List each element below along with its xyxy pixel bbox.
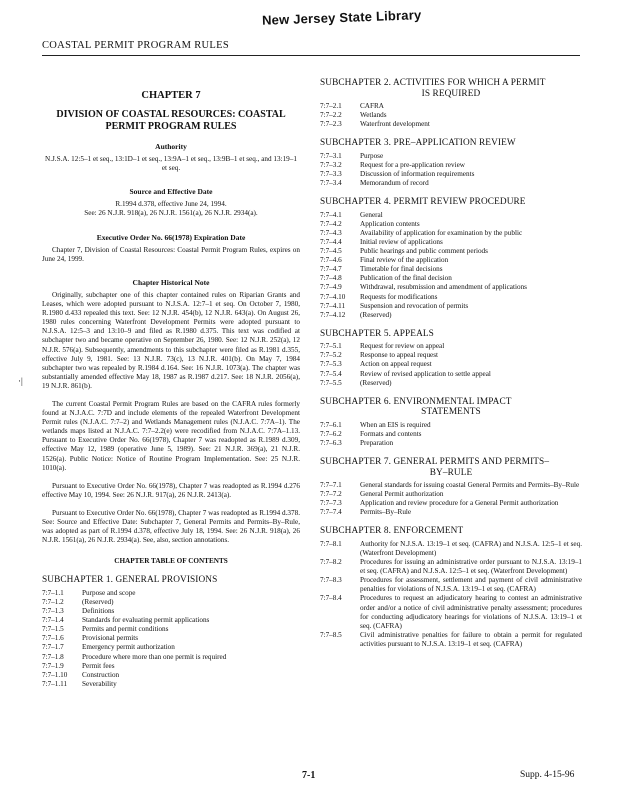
section-number: 7:7–4.11: [320, 301, 346, 310]
historical-note-heading: Chapter Historical Note: [132, 277, 210, 287]
section-title: Purpose and scope: [82, 588, 136, 597]
section-title: Suspension and revocation of permits: [360, 301, 469, 310]
subchapter-title: SUBCHAPTER 6. ENVIRONMENTAL IMPACT: [320, 396, 512, 407]
section-number: 7:7–5.2: [320, 351, 342, 360]
section-number: 7:7–3.4: [320, 179, 342, 188]
subchapter-title: SUBCHAPTER 1. GENERAL PROVISIONS: [42, 575, 218, 586]
section-entry: [320, 120, 582, 129]
section-entry: [42, 598, 300, 607]
section-number: 7:7–5.3: [320, 360, 342, 369]
section-number: 7:7–3.2: [320, 160, 342, 169]
section-number: 7:7–2.3: [320, 120, 342, 129]
subchapter-heading: [320, 329, 582, 340]
section-title: Withdrawal, resubmission and amendment of applications: [360, 283, 527, 292]
section-entry: [320, 370, 582, 379]
section-number: 7:7–3.1: [320, 151, 342, 160]
subchapter-heading: [320, 457, 582, 478]
section-entry: [320, 247, 582, 256]
section-title: Standards for evaluating permit applications: [82, 616, 210, 625]
section-entry: [320, 631, 582, 649]
subchapter-title: SUBCHAPTER 5. APPEALS: [320, 328, 434, 339]
historical-paragraph: The current Coastal Permit Program Rules are based on the CAFRA rules formerly found at N.J.A.C. 7:7D and include elements of the repealed Waterfront Development Permit rules (N.J.A.C. 7:7–2) and Wetlands Management rules (N.J.A.C. 7:7A–1). The wetlands maps listed at N.J.A.C. 7:7–2.2(e) were recodified from N.J.A.C. 7:7A–1.13. Pursuant to Executive Order No. 66(1978), Chapter 7 was readopted as R.1989 d.309, effective May 12, 1989 (operative June 5, 1989). See: 21 N.J.R. 369(a), 21 N.J.R. 1526(a). Public Notice: Notice of Routine Program Implementation. See: 25 N.J.R. 1010(a).: [42, 399, 300, 472]
section-number: 7:7–1.11: [42, 679, 68, 688]
section-entry: [320, 238, 582, 247]
subchapter-title: SUBCHAPTER 4. PERMIT REVIEW PROCEDURE: [320, 197, 526, 208]
section-title: Purpose: [360, 151, 384, 160]
section-title: Public hearings and public comment periods: [360, 247, 488, 256]
section-number: 7:7–1.8: [42, 652, 64, 661]
section-number: 7:7–1.7: [42, 643, 64, 652]
subchapter-title: SUBCHAPTER 8. ENFORCEMENT: [320, 526, 464, 537]
subchapter-heading: [320, 397, 582, 418]
section-title: Procedures for issuing an administrative order pursuant to N.J.S.A. 13:19–1 et seq. (CAFRA) and N.J.S.A. 12:5–1 et seq. (Waterfront Development): [360, 558, 582, 576]
subchapter-title-continued: IS REQUIRED: [421, 88, 481, 99]
section-number: 7:7–4.10: [320, 292, 346, 301]
section-title: Formats and contents: [360, 429, 422, 438]
section-title: When an EIS is required: [360, 420, 431, 429]
section-number: 7:7–8.1: [320, 539, 342, 548]
section-title: (Reserved): [360, 378, 392, 387]
section-title: Procedures for assessment, settlement and payment of civil administrative penalties for violations of N.J.S.A. 13:19–1 et seq. (CAFRA): [360, 576, 582, 594]
subchapter-heading: [320, 197, 582, 208]
section-title: Preparation: [360, 438, 394, 447]
section-entry: [320, 229, 582, 238]
source-line-2: See: 26 N.J.R. 918(a), 26 N.J.R. 1561(a), 26 N.J.R. 2934(a).: [84, 209, 258, 218]
section-title: Procedures to request an adjudicatory hearing to contest an administrative order and/or a notice of civil administrative penalty assessment; procedures for conducting adjudicatory hearings for violations of N.J.S.A. 13:19–1 et seq. (CAFRA): [360, 594, 582, 630]
subchapter-title: SUBCHAPTER 7. GENERAL PERMITS AND PERMITS–: [320, 457, 550, 468]
section-entry: [320, 379, 582, 388]
section-entry: [320, 421, 582, 430]
section-list: [320, 152, 582, 188]
section-title: Action on appeal request: [360, 360, 432, 369]
authority-text: N.J.S.A. 12:5–1 et seq., 13:1D–1 et seq., 13:9A–1 et seq., 13:9B–1 et seq., and 13:19–1 et seq.: [45, 155, 297, 173]
section-title: CAFRA: [360, 102, 384, 110]
section-title: Permit fees: [82, 661, 115, 670]
section-number: 7:7–7.4: [320, 508, 342, 517]
section-list: [42, 589, 300, 689]
exec-order-heading: Executive Order No. 66(1978) Expiration Date: [96, 232, 246, 242]
section-entry: [320, 302, 582, 311]
section-number: 7:7–1.9: [42, 661, 64, 670]
section-entry: [320, 311, 582, 320]
section-entry: [320, 430, 582, 439]
margin-mark: ·|: [18, 376, 23, 386]
subchapter-title-continued: BY–RULE: [429, 467, 473, 478]
historical-paragraph: Originally, subchapter one of this chapter contained rules on Riparian Grants and Leases, which were adopted pursuant to N.J.S.A. 12:7–1 et seq. On October 7, 1980, R.1980 d.433 repealed this text. See: 12 N.J.R. 454(b), 12 N.J.R. 643(a). On August 26, 1980 rules concerning Waterfront Development Permits were adopted pursuant to N.J.S.A. 12:5–3 and 13:10–9 and filed as R.1980 d.375. This text was codified at subchapter two and became operative on September 26, 1980. See: 12 N.J.R. 252(a), 12 N.J.R. 576(a). Subsequently, amendments to this subchapter were filed as R.1981 d.355, effective July 9, 1981. See: 13 N.J.R. 73(c), 13 N.J.R. 401(b). On May 7, 1984 subchapter two was repealed by R.1984 d.164. See: 16 N.J.R. 1073(a). The chapter was substantially amended effective May 18, 1987 as R.1987 d.217. See: 18 N.J.R. 2056(a), 19 N.J.R. 861(b).: [42, 290, 300, 390]
section-title: Authority for N.J.S.A. 13:19–1 et seq. (CAFRA) and N.J.S.A. 12:5–1 et seq. (Waterfront Development): [360, 539, 582, 557]
section-entry: [320, 499, 582, 508]
section-title: Waterfront development: [360, 120, 430, 129]
section-entry: [320, 558, 582, 576]
source-heading: Source and Effective Date: [129, 187, 213, 197]
section-title: Request for a pre-application review: [360, 160, 465, 169]
section-entry: [320, 256, 582, 265]
section-entry: [320, 179, 582, 188]
subchapter-heading: [320, 526, 582, 537]
section-title: Definitions: [82, 607, 115, 616]
section-title: Final review of the application: [360, 256, 449, 265]
section-title: Memorandum of record: [360, 179, 429, 188]
section-entry: [320, 161, 582, 170]
section-entry: [42, 607, 300, 616]
section-list: [320, 102, 582, 129]
section-title: Construction: [82, 670, 120, 679]
section-number: 7:7–6.3: [320, 438, 342, 447]
section-entry: [42, 643, 300, 652]
section-number: 7:7–7.2: [320, 490, 342, 499]
left-column: [42, 74, 300, 689]
section-entry: [42, 625, 300, 634]
section-list: [320, 421, 582, 448]
section-number: 7:7–4.12: [320, 310, 346, 319]
section-title: Availability of application for examination by the public: [360, 228, 523, 237]
section-list: [320, 342, 582, 387]
section-number: 7:7–6.2: [320, 429, 342, 438]
section-number: 7:7–8.3: [320, 576, 342, 585]
section-entry: [320, 576, 582, 594]
section-title: Requests for modifications: [360, 292, 438, 301]
section-title: Wetlands: [360, 111, 387, 120]
section-entry: [320, 439, 582, 448]
section-entry: [320, 540, 582, 558]
section-list: [320, 540, 582, 649]
section-title: Application contents: [360, 219, 420, 228]
section-title: Review of revised application to settle appeal: [360, 369, 491, 378]
section-entry: [320, 220, 582, 229]
section-number: 7:7–8.5: [320, 630, 342, 639]
section-entry: [320, 508, 582, 517]
section-title: (Reserved): [82, 597, 114, 606]
section-entry: [320, 490, 582, 499]
section-number: 7:7–5.4: [320, 369, 342, 378]
section-entry: [320, 481, 582, 490]
section-number: 7:7–5.5: [320, 378, 342, 387]
section-number: 7:7–1.4: [42, 616, 64, 625]
toc-heading: CHAPTER TABLE OF CONTENTS: [114, 557, 228, 566]
section-number: 7:7–1.10: [42, 670, 68, 679]
section-entry: [320, 594, 582, 630]
section-number: 7:7–3.3: [320, 169, 342, 178]
section-list: [320, 481, 582, 517]
subchapter-heading: [320, 138, 582, 149]
section-title: (Reserved): [360, 310, 392, 319]
section-number: 7:7–4.8: [320, 274, 342, 283]
section-title: Application and review procedure for a General Permit authorization: [360, 499, 559, 508]
section-entry: [320, 170, 582, 179]
section-number: 7:7–4.7: [320, 265, 342, 274]
section-number: 7:7–4.4: [320, 237, 342, 246]
section-number: 7:7–2.2: [320, 111, 342, 120]
section-title: Initial review of applications: [360, 237, 443, 246]
section-title: Publication of the final decision: [360, 274, 452, 283]
section-entry: [320, 102, 582, 111]
section-number: 7:7–7.1: [320, 481, 342, 490]
authority-heading: Authority: [155, 142, 187, 151]
section-title: Request for review on appeal: [360, 342, 445, 351]
section-entry: [320, 274, 582, 283]
subchapter-heading: [42, 575, 300, 586]
section-title: Discussion of information requirements: [360, 169, 475, 178]
historical-paragraph: Pursuant to Executive Order No. 66(1978), Chapter 7 was readopted as R.1994 d.378. See: Source and Effective Date: Subchapter 7, General Permits and Permits–By–Rule, was adopted as part of R.1994 d.378, effective July 18, 1994. See: 26 N.J.R. 918(a), 26 N.J.R. 1561(a), 26 N.J.R. 2934(a). See, also, section annotations.: [42, 508, 300, 545]
section-entry: [42, 653, 300, 662]
section-entry: [320, 360, 582, 369]
section-number: 7:7–4.3: [320, 228, 342, 237]
section-number: 7:7–7.3: [320, 499, 342, 508]
section-entry: [320, 211, 582, 220]
historical-paragraph: Pursuant to Executive Order No. 66(1978), Chapter 7 was readopted as R.1994 d.276 effective May 10, 1994. See: 26 N.J.R. 917(a), 26 N.J.R. 2413(a).: [42, 481, 300, 499]
section-title: Civil administrative penalties for failure to obtain a permit for regulated activities pursuant to N.J.S.A. 13:19–1 et seq. (CAFRA): [360, 630, 582, 648]
running-head: COASTAL PERMIT PROGRAM RULES: [42, 40, 229, 51]
section-entry: [42, 634, 300, 643]
exec-order-text: Chapter 7, Division of Coastal Resources: Coastal Permit Program Rules, expires on June 24, 1999.: [42, 245, 300, 263]
section-entry: [42, 671, 300, 680]
right-column: [320, 74, 582, 649]
subchapter-title-continued: STATEMENTS: [421, 407, 481, 418]
section-entry: [320, 293, 582, 302]
section-number: 7:7–5.1: [320, 342, 342, 351]
section-number: 7:7–1.6: [42, 634, 64, 643]
section-title: General: [360, 210, 383, 219]
library-stamp: New Jersey State Library: [261, 7, 422, 28]
section-number: 7:7–2.1: [320, 102, 342, 110]
section-entry: [320, 342, 582, 351]
source-line-1: R.1994 d.378, effective June 24, 1994.: [115, 200, 227, 209]
section-entry: [42, 589, 300, 598]
section-title: Severability: [82, 679, 117, 688]
section-number: 7:7–8.4: [320, 594, 342, 603]
section-number: 7:7–4.6: [320, 256, 342, 265]
section-number: 7:7–1.5: [42, 625, 64, 634]
section-title: Timetable for final decisions: [360, 265, 443, 274]
section-entry: [320, 111, 582, 120]
section-title: Provisional permits: [82, 634, 139, 643]
section-number: 7:7–8.2: [320, 558, 342, 567]
section-title: Emergency permit authorization: [82, 643, 175, 652]
section-entry: [320, 351, 582, 360]
section-entry: [42, 680, 300, 689]
chapter-label: CHAPTER 7: [141, 90, 201, 101]
section-title: Procedure where more than one permit is required: [82, 652, 227, 661]
chapter-title: DIVISION OF COASTAL RESOURCES: COASTAL PERMIT PROGRAM RULES: [56, 109, 286, 132]
section-title: General standards for issuing coastal General Permits and Permits–By–Rule: [360, 481, 580, 490]
subchapter-title: SUBCHAPTER 3. PRE–APPLICATION REVIEW: [320, 138, 516, 149]
section-number: 7:7–4.9: [320, 283, 342, 292]
section-number: 7:7–1.2: [42, 597, 64, 606]
section-entry: [42, 662, 300, 671]
section-number: 7:7–6.1: [320, 420, 342, 429]
left-toc: [42, 575, 300, 689]
section-title: Response to appeal request: [360, 351, 439, 360]
section-number: 7:7–1.3: [42, 607, 64, 616]
section-title: General Permit authorization: [360, 490, 444, 499]
section-number: 7:7–4.5: [320, 247, 342, 256]
section-title: Permits and permit conditions: [82, 625, 169, 634]
section-list: [320, 211, 582, 320]
section-entry: [42, 616, 300, 625]
page-number: 7-1: [302, 770, 316, 781]
section-entry: [320, 152, 582, 161]
section-entry: [320, 283, 582, 292]
section-number: 7:7–1.1: [42, 588, 64, 597]
supplement-date: Supp. 4-15-96: [520, 770, 575, 780]
subchapter-heading: [320, 78, 582, 99]
section-entry: [320, 265, 582, 274]
section-number: 7:7–4.2: [320, 219, 342, 228]
section-number: 7:7–4.1: [320, 210, 342, 219]
section-title: Permits–By–Rule: [360, 508, 412, 517]
subchapter-title: SUBCHAPTER 2. ACTIVITIES FOR WHICH A PERMIT: [320, 78, 546, 88]
header-rule: [42, 55, 580, 56]
